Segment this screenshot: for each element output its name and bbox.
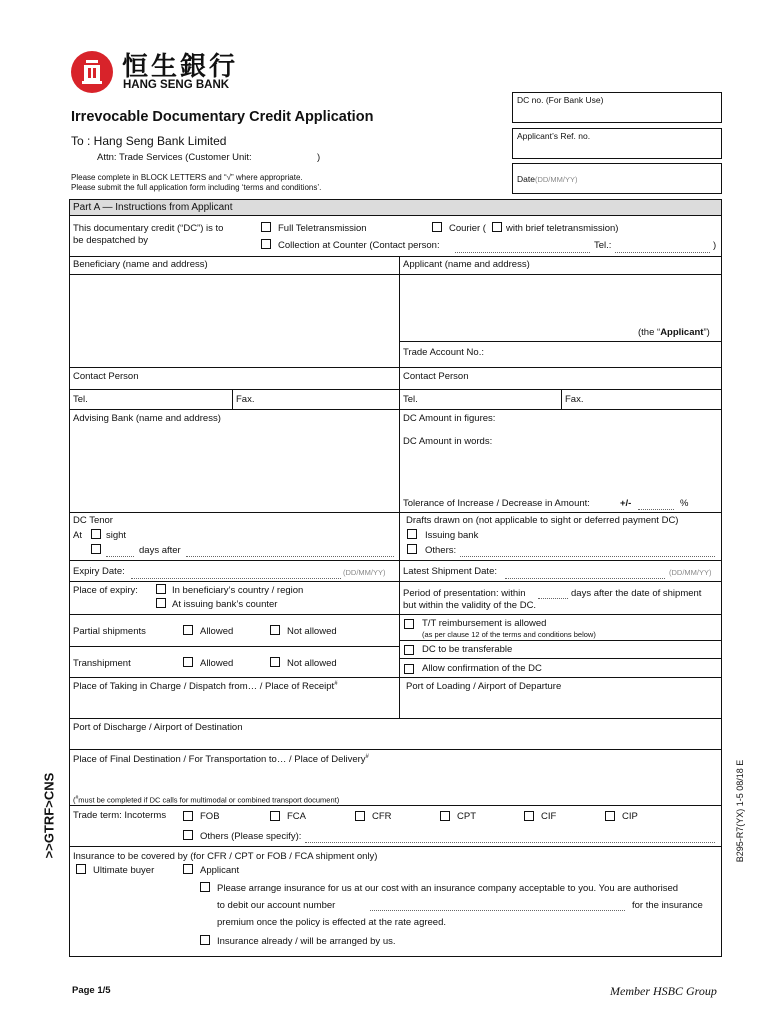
period-presentation-label-3: but within the validity of the DC. <box>403 600 537 611</box>
issuing-bank-checkbox[interactable] <box>407 529 417 539</box>
transhipment-label: Transhipment <box>73 658 131 669</box>
insurance-applicant-checkbox[interactable] <box>183 864 193 874</box>
full-teletransmission-checkbox[interactable] <box>261 222 271 232</box>
expiry-date-label: Expiry Date: <box>73 566 125 577</box>
brief-teletransmission-label: with brief teletransmission) <box>506 223 619 234</box>
ultimate-buyer-checkbox[interactable] <box>76 864 86 874</box>
latest-shipment-label: Latest Shipment Date: <box>403 566 497 577</box>
latest-shipment-input[interactable] <box>505 578 665 579</box>
transhipment-not-allowed-label: Not allowed <box>287 658 337 669</box>
cfr-label: CFR <box>372 811 392 822</box>
dc-amount-figures-label: DC Amount in figures: <box>403 413 496 424</box>
others-specify-checkbox[interactable] <box>183 830 193 840</box>
column-divider <box>561 389 562 409</box>
bank-name-chinese: 恒生銀行 <box>122 52 239 82</box>
issuing-counter-checkbox[interactable] <box>156 598 166 608</box>
percent-label: % <box>680 498 689 509</box>
cpt-checkbox[interactable] <box>440 811 450 821</box>
tenor-days-input[interactable] <box>106 556 134 557</box>
divider <box>69 389 722 390</box>
days-after-label: days after <box>139 545 181 556</box>
partial-allowed-label: Allowed <box>200 626 234 637</box>
bank-name-english: HANG SENG BANK <box>123 79 230 91</box>
cip-label: CIP <box>622 811 638 822</box>
courier-label: Courier ( <box>449 223 486 234</box>
sight-label: sight <box>106 530 127 541</box>
drafts-others-input[interactable] <box>460 556 715 557</box>
divider <box>69 718 722 719</box>
beneficiary-country-checkbox[interactable] <box>156 584 166 594</box>
period-days-input[interactable] <box>538 598 568 599</box>
cif-label: CIF <box>541 811 557 822</box>
side-code-right: B295-R7(YX) 1-5 08/18 E <box>735 759 745 863</box>
to-line: To : Hang Seng Bank Limited <box>71 134 227 148</box>
period-presentation-label: Period of presentation: within <box>403 588 526 599</box>
divider <box>69 749 722 750</box>
place-of-expiry-label: Place of expiry: <box>73 585 138 596</box>
divider <box>69 367 722 368</box>
trade-term-label: Trade term: Incoterms <box>73 810 167 821</box>
partial-allowed-checkbox[interactable] <box>183 625 193 635</box>
full-teletransmission-label: Full Teletransmission <box>278 223 367 234</box>
member-hsbc: Member HSBC Group <box>610 984 717 998</box>
trade-account-label: Trade Account No.: <box>403 347 484 358</box>
beneficiary-fax-label: Fax. <box>236 394 255 405</box>
days-after-input[interactable] <box>186 556 394 557</box>
place-final-destination-label: Place of Final Destination / For Transportation to… / Place of Delivery# <box>73 754 369 766</box>
collection-label: Collection at Counter (Contact person: <box>278 240 440 251</box>
the-applicant-bold: Applicant <box>660 327 704 338</box>
the-applicant-note: (the “Applicant”) <box>638 327 710 338</box>
divider <box>69 646 399 647</box>
divider <box>399 341 722 342</box>
collection-close: ) <box>713 240 717 251</box>
cif-checkbox[interactable] <box>524 811 534 821</box>
date-label: Date(DD/MM/YY) <box>517 174 578 184</box>
transhipment-allowed-label: Allowed <box>200 658 234 669</box>
advising-bank-input[interactable] <box>70 427 399 512</box>
beneficiary-input[interactable] <box>70 275 399 367</box>
transhipment-allowed-checkbox[interactable] <box>183 657 193 667</box>
brief-teletransmission-checkbox[interactable] <box>492 222 502 232</box>
applicant-label: Applicant (name and address) <box>403 259 530 270</box>
cpt-label: CPT <box>457 811 476 822</box>
tt-reimbursement-note: (as per clause 12 of the terms and conditions below) <box>422 630 596 639</box>
beneficiary-contact-label: Contact Person <box>73 371 139 382</box>
divider <box>399 658 722 659</box>
dc-amount-words-label: DC Amount in words: <box>403 436 493 447</box>
partial-not-allowed-label: Not allowed <box>287 626 337 637</box>
port-discharge-label: Port of Discharge / Airport of Destination <box>73 722 243 733</box>
applicant-fax-label: Fax. <box>565 394 584 405</box>
fob-checkbox[interactable] <box>183 811 193 821</box>
beneficiary-tel-label: Tel. <box>73 394 88 405</box>
collection-checkbox[interactable] <box>261 239 271 249</box>
side-code-left: >>GTRF>CNS <box>41 772 57 859</box>
debit-account-input[interactable] <box>370 910 625 911</box>
hash-mark: # <box>334 681 338 687</box>
divider <box>69 805 722 806</box>
transhipment-not-allowed-checkbox[interactable] <box>270 657 280 667</box>
expiry-date-format: (DD/MM/YY) <box>343 568 386 577</box>
expiry-date-input[interactable] <box>131 578 341 579</box>
port-loading-label: Port of Loading / Airport of Departure <box>406 681 562 692</box>
cfr-checkbox[interactable] <box>355 811 365 821</box>
at-label: At <box>73 530 82 541</box>
applicant-tel-label: Tel. <box>403 394 418 405</box>
divider <box>69 560 722 561</box>
divider <box>69 512 722 513</box>
transferable-label: DC to be transferable <box>422 644 513 655</box>
attn-line: Attn: Trade Services (Customer Unit: <box>97 152 252 163</box>
cip-checkbox[interactable] <box>605 811 615 821</box>
part-a-heading: Part A — Instructions from Applicant <box>73 202 233 213</box>
others-specify-label: Others (Please specify): <box>200 831 302 842</box>
place-taking-charge-label: Place of Taking in Charge / Dispatch from… / Place of Receipt# <box>73 681 338 693</box>
latest-shipment-format: (DD/MM/YY) <box>669 568 712 577</box>
dc-tenor-label: DC Tenor <box>73 515 113 526</box>
page-number: Page 1/5 <box>72 985 111 996</box>
fca-checkbox[interactable] <box>270 811 280 821</box>
collection-tel-label: Tel.: <box>594 240 612 251</box>
partial-not-allowed-checkbox[interactable] <box>270 625 280 635</box>
arrange-insurance-text-3: premium once the policy is effected at the rate agreed. <box>217 917 447 928</box>
divider <box>69 846 722 847</box>
confirmation-checkbox[interactable] <box>404 664 414 674</box>
dc-no-label: DC no. (For Bank Use) <box>517 95 604 105</box>
divider <box>69 409 722 410</box>
arrange-insurance-checkbox[interactable] <box>200 882 210 892</box>
arrange-insurance-text-2a: to debit our account number <box>217 900 336 911</box>
fca-label: FCA <box>287 811 306 822</box>
collection-tel-input[interactable] <box>615 252 710 253</box>
beneficiary-label: Beneficiary (name and address) <box>73 259 208 270</box>
divider <box>69 256 722 257</box>
confirmation-label: Allow confirmation of the DC <box>422 663 542 674</box>
drafts-others-label: Others: <box>425 545 457 556</box>
advising-bank-label: Advising Bank (name and address) <box>73 413 221 424</box>
tolerance-label: Tolerance of Increase / Decrease in Amount: <box>403 498 590 509</box>
place-taking-charge-input[interactable] <box>70 694 399 718</box>
drafts-drawn-label: Drafts drawn on (not applicable to sight or deferred payment DC) <box>406 515 679 526</box>
ultimate-buyer-label: Ultimate buyer <box>93 865 155 876</box>
divider <box>69 677 722 678</box>
attn-close: ) <box>317 152 321 163</box>
place-final-destination-input[interactable] <box>70 767 721 789</box>
plus-minus-label: +/- <box>620 498 632 509</box>
drafts-others-checkbox[interactable] <box>407 544 417 554</box>
note-submit-full: Please submit the full application form including ‘terms and conditions’. <box>71 183 322 192</box>
issuing-counter-label: At issuing bank’s counter <box>172 599 278 610</box>
tt-reimbursement-checkbox[interactable] <box>404 619 414 629</box>
others-specify-input[interactable] <box>305 842 715 843</box>
beneficiary-country-label: In beneficiary’s country / region <box>172 585 304 596</box>
insurance-already-checkbox[interactable] <box>200 935 210 945</box>
port-loading-input[interactable] <box>400 694 721 718</box>
divider <box>69 614 722 615</box>
page-title: Irrevocable Documentary Credit Application <box>71 109 374 125</box>
column-divider <box>232 389 233 409</box>
logo-emblem-icon <box>70 50 114 94</box>
contact-person-input[interactable] <box>455 252 590 253</box>
port-discharge-input[interactable] <box>70 735 721 748</box>
courier-checkbox[interactable] <box>432 222 442 232</box>
days-after-checkbox[interactable] <box>91 544 101 554</box>
fob-label: FOB <box>200 811 220 822</box>
despatch-label-2: be despatched by <box>73 235 149 246</box>
despatch-label-1: This documentary credit (“DC”) is to <box>73 223 224 234</box>
arrange-insurance-text-1: Please arrange insurance for us at our cost with an insurance company acceptable to you. You are authorised <box>217 883 679 894</box>
arrange-insurance-text-2b: for the insurance <box>632 900 703 911</box>
must-complete-note: (#must be completed if DC calls for multimodal or combined transport document) <box>73 795 340 805</box>
hash-mark: # <box>75 795 79 801</box>
insurance-already-label: Insurance already / will be arranged by us. <box>217 936 396 947</box>
tt-reimbursement-label: T/T reimbursement is allowed <box>422 618 547 629</box>
applicant-ref-label: Applicant’s Ref. no. <box>517 131 591 141</box>
insurance-applicant-label: Applicant <box>200 865 240 876</box>
insurance-label: Insurance to be covered by (for CFR / CPT or FOB / FCA shipment only) <box>73 851 378 862</box>
divider <box>69 581 722 582</box>
applicant-contact-label: Contact Person <box>403 371 469 382</box>
hash-mark: # <box>365 754 369 760</box>
sight-checkbox[interactable] <box>91 529 101 539</box>
note-block-letters: Please complete in BLOCK LETTERS and “√” where appropriate. <box>71 173 303 182</box>
transferable-checkbox[interactable] <box>404 645 414 655</box>
period-presentation-label-2: days after the date of shipment <box>571 588 702 599</box>
divider <box>399 640 722 641</box>
bank-logo <box>70 50 114 94</box>
tolerance-input[interactable] <box>638 509 674 510</box>
partial-shipments-label: Partial shipments <box>73 626 146 637</box>
issuing-bank-label: Issuing bank <box>425 530 479 541</box>
